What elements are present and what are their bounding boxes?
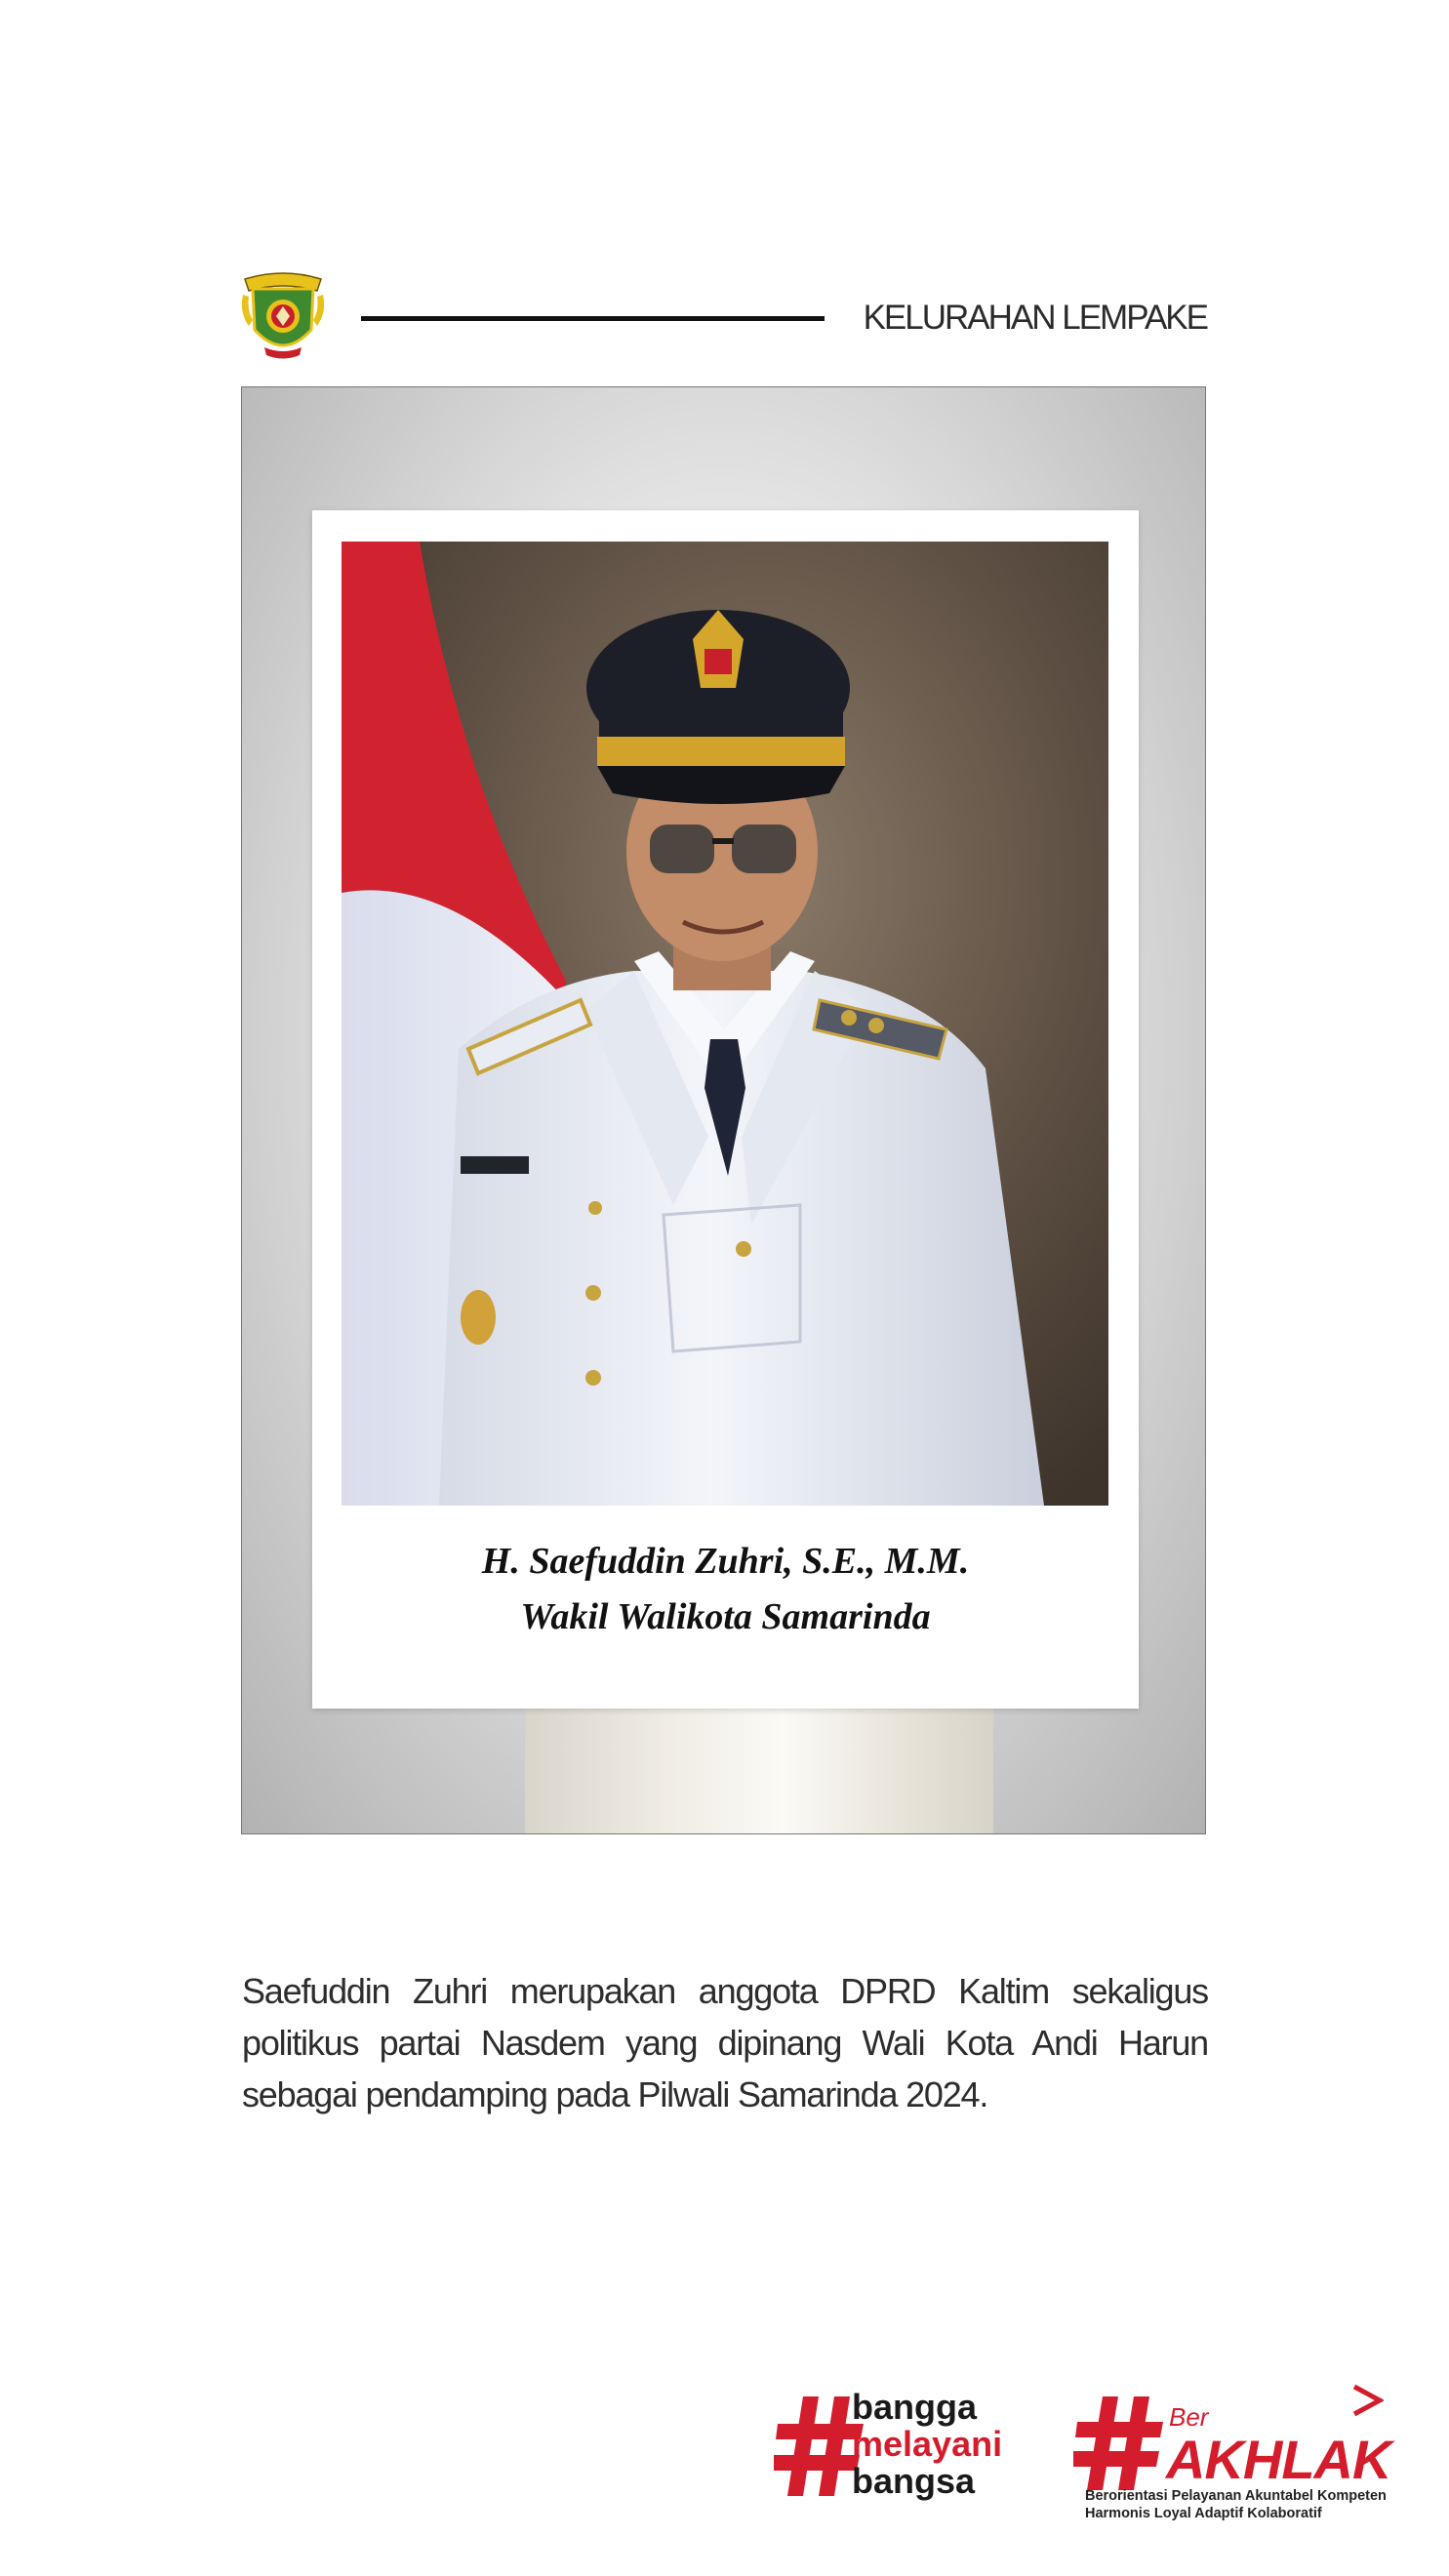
photo-frame <box>241 386 1206 1834</box>
bangga-line2: melayani <box>852 2424 1003 2464</box>
chevron-right-icon <box>1348 2383 1384 2418</box>
akhlak-values-line1: Berorientasi Pelayanan Akuntabel Kompeten <box>1085 2488 1387 2504</box>
header-divider <box>361 316 825 321</box>
akhlak-values-line2: Harmonis Loyal Adaptif Kolaboratif <box>1085 2506 1322 2521</box>
page-title: KELURAHAN LEMPAKE <box>863 299 1207 337</box>
bangga-text <box>852 2389 1002 2500</box>
bangga-line1: bangga <box>852 2387 978 2427</box>
description-paragraph: Saefuddin Zuhri merupakan anggota DPRD Kaltim sekaligus politikus partai Nasdem yang dipinang Wali Kota Andi Harun sebagai pendamping pada Pilwali Samarinda 2024. <box>242 1971 1208 2114</box>
hashtag-icon <box>1073 2393 1166 2495</box>
bangga-melayani-bangsa-logo <box>774 2389 1032 2504</box>
akhlak-word: AKHLAK <box>1166 2429 1391 2490</box>
berakhlak-logo <box>1073 2383 1395 2519</box>
portrait-role: Wakil Walikota Samarinda <box>520 1596 931 1637</box>
akhlak-prefix: Ber <box>1169 2402 1209 2432</box>
official-portrait-photo <box>342 542 1108 1506</box>
samarinda-city-emblem-icon <box>239 269 327 363</box>
portrait-name: H. Saefuddin Zuhri, S.E., M.M. <box>481 1541 970 1582</box>
portrait-card <box>312 510 1139 1709</box>
bangga-line3: bangsa <box>852 2461 976 2501</box>
